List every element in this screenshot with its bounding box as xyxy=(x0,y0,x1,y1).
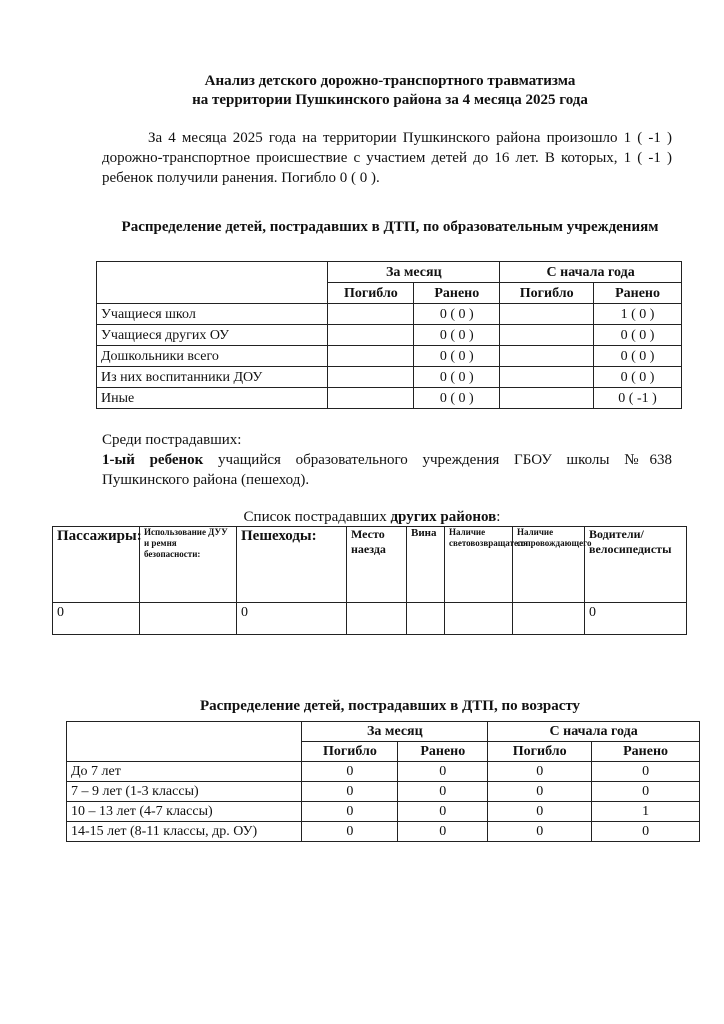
table-row xyxy=(67,822,700,842)
cell: 0 ( 0 ) xyxy=(594,325,682,346)
cell: 0 xyxy=(592,762,700,782)
cell xyxy=(500,367,594,388)
row-label: До 7 лет xyxy=(67,762,302,782)
victim-text: учащийся образовательного учреждения ГБОУ школы №638 Пушкинского района (пешеход). xyxy=(102,452,672,488)
cell-fault xyxy=(407,603,445,635)
cell: 0 ( 0 ) xyxy=(414,346,500,367)
cell xyxy=(500,346,594,367)
header-escort: Наличие сопровождающего xyxy=(513,527,585,603)
table3-corner-cell xyxy=(67,722,302,762)
cell: 0 xyxy=(398,822,488,842)
table-by-institution xyxy=(96,261,682,409)
table3-header-injured: Ранено xyxy=(398,742,488,762)
row-label: 7 – 9 лет (1-3 классы) xyxy=(67,782,302,802)
row-label: Из них воспитанники ДОУ xyxy=(97,367,328,388)
cell-escort xyxy=(513,603,585,635)
header-drivers: Водители/велосипедисты xyxy=(585,527,687,603)
table-row xyxy=(97,304,682,325)
cell: 0 ( -1 ) xyxy=(594,388,682,409)
row-label: Учащиеся других ОУ xyxy=(97,325,328,346)
cell-restraint xyxy=(140,603,237,635)
cell: 0 xyxy=(488,802,592,822)
page-title-line2: на территории Пушкинского района за 4 месяца 2025 года xyxy=(192,92,588,108)
table-by-age xyxy=(66,721,700,842)
header-restraint: Использование ДУУ и ремня безопасности: xyxy=(140,527,237,603)
cell xyxy=(328,388,414,409)
table2-caption-end: : xyxy=(496,509,501,525)
table-row xyxy=(97,388,682,409)
table-row xyxy=(97,325,682,346)
cell: 0 xyxy=(488,782,592,802)
table1-corner-cell xyxy=(97,262,328,304)
cell: 0 ( 0 ) xyxy=(594,367,682,388)
row-label: Иные xyxy=(97,388,328,409)
table-row xyxy=(67,802,700,822)
cell xyxy=(328,346,414,367)
cell: 0 xyxy=(302,802,398,822)
table2-caption xyxy=(52,509,692,526)
table-row xyxy=(67,782,700,802)
cell: 1 xyxy=(592,802,700,822)
cell-passengers: 0 xyxy=(53,603,140,635)
table3-header-killed: Погибло xyxy=(302,742,398,762)
cell xyxy=(500,304,594,325)
table-row xyxy=(97,346,682,367)
cell xyxy=(500,325,594,346)
table3-header-month: За месяц xyxy=(302,722,488,742)
cell: 0 xyxy=(488,762,592,782)
cell: 0 xyxy=(592,822,700,842)
header-location: Место наезда xyxy=(347,527,407,603)
cell-reflector xyxy=(445,603,513,635)
table3-header-injured: Ранено xyxy=(592,742,700,762)
cell: 0 xyxy=(398,802,488,822)
cell: 0 xyxy=(302,762,398,782)
cell: 0 xyxy=(398,762,488,782)
cell xyxy=(328,304,414,325)
row-label: Учащиеся школ xyxy=(97,304,328,325)
table1-header-injured: Ранено xyxy=(594,283,682,304)
cell-location xyxy=(347,603,407,635)
cell: 0 ( 0 ) xyxy=(414,325,500,346)
table-row xyxy=(97,367,682,388)
cell: 0 xyxy=(398,782,488,802)
cell: 1 ( 0 ) xyxy=(594,304,682,325)
cell: 0 xyxy=(488,822,592,842)
row-label: Дошкольники всего xyxy=(97,346,328,367)
row-label: 14-15 лет (8-11 классы, др. ОУ) xyxy=(67,822,302,842)
header-reflector: Наличие световозвращателя xyxy=(445,527,513,603)
header-fault: Вина xyxy=(407,527,445,603)
table-row xyxy=(67,762,700,782)
table1-header-killed: Погибло xyxy=(500,283,594,304)
table3-header-killed: Погибло xyxy=(488,742,592,762)
table-other-districts xyxy=(52,526,687,635)
cell: 0 ( 0 ) xyxy=(594,346,682,367)
victim-bold: 1-ый ребенок xyxy=(102,452,204,468)
table1-header-year: С начала года xyxy=(500,262,682,283)
cell-pedestrians: 0 xyxy=(237,603,347,635)
cell: 0 ( 0 ) xyxy=(414,367,500,388)
row-label: 10 – 13 лет (4-7 классы) xyxy=(67,802,302,822)
cell xyxy=(328,367,414,388)
table1-header-month: За месяц xyxy=(328,262,500,283)
header-pedestrians: Пешеходы: xyxy=(237,527,347,603)
cell xyxy=(500,388,594,409)
cell xyxy=(328,325,414,346)
intro-text: За 4 месяца 2025 года на территории Пушкинского района произошло 1 ( -1 ) дорожно-транспортное происшествие с участием детей до 16 лет. В которых, 1 ( -1 ) ребенок получили ранения. Погибло 0 ( 0 ). xyxy=(102,130,672,186)
page-title-line1: Анализ детского дорожно-транспортного травматизма xyxy=(204,73,576,89)
cell: 0 ( 0 ) xyxy=(414,388,500,409)
cell: 0 ( 0 ) xyxy=(414,304,500,325)
table2-caption-normal: Список пострадавших xyxy=(243,509,391,525)
header-passengers: Пассажиры: xyxy=(53,527,140,603)
table1-header-injured: Ранено xyxy=(414,283,500,304)
victims-intro: Среди пострадавших: xyxy=(102,432,242,448)
intro-paragraph xyxy=(102,128,672,188)
table2-caption-bold: других районов xyxy=(390,509,497,525)
table3-heading: Распределение детей, пострадавших в ДТП, по возрасту xyxy=(199,698,581,714)
cell: 0 xyxy=(302,822,398,842)
victims-paragraph xyxy=(102,430,672,490)
cell: 0 xyxy=(592,782,700,802)
cell-drivers: 0 xyxy=(585,603,687,635)
table1-heading: Распределение детей, пострадавших в ДТП, по образовательным учреждениям xyxy=(121,219,659,235)
table3-header-year: С начала года xyxy=(488,722,700,742)
page-title xyxy=(100,72,680,110)
table-row xyxy=(53,603,687,635)
cell: 0 xyxy=(302,782,398,802)
table1-header-killed: Погибло xyxy=(328,283,414,304)
